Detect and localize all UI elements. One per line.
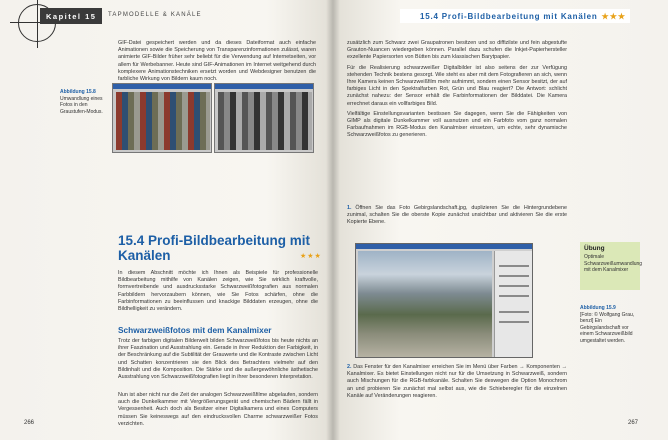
section-title: 15.4 Profi-Bildbearbeitung mit Kanälen [118, 233, 311, 263]
step-1 [347, 205, 567, 227]
closing-paragraph: Nun ist aber nicht nur die Zeit der analogen Schwarzweißfilme abgelaufen, sondern auch die Dunkelkammer mit Vergrößerungsgerät und chemischen Bädern fällt in Vergessenheit. Auch doch als Besitzer einer Digitalkamera und eines Computers müssen Sie keineswegs auf den eindrucksvollen Charme schwarzweißer Fotos verzichten. [118, 392, 318, 427]
step-1-text: Öffnen Sie das Foto Gebirgslandschaft.jpg, duplizieren Sie die Hintergrundebene zunimal, schalten Sie die oberste Kopie zunächst unsichtbar und aktivieren Sie die erste Kopierte Ebene. [347, 205, 567, 226]
right-header-title: 15.4 Profi-Bildbearbeitung mit Kanälen [420, 12, 598, 21]
figure-screenshots [62, 83, 317, 153]
right-paragraph-1: zusätzlich zum Schwarz zwei Graupatronen besitzen und so diffizilste und fein abgestufte Grauton-Nuancen wiedergeben können. Parallel dazu schufen die Inkjet-Papierhersteller exzellente Papiersorten von Bütten bis zum klassischen Barytpapier. [347, 40, 567, 61]
book-gutter [326, 0, 340, 440]
subsection-paragraph: Trotz der farbigen digitalen Bilderwelt bilden Schwarzweißfotos bis heute nichts an ihrer Faszination und Ausstrahlung ein. Gerade in ihrer Reduktion der Farbigkeit, in der Beschränkung auf die Subtilität der Grauwerte und die Kontraste zwischen Licht und Schatten konzentrieren sie den Blick des Betrachters vielmehr auf den Bildinhalt und die Komposition. Die Stärke und die außergewöhnliche ästhetische Ausstrahlung von Schwarzweißfotografien liegt in ihrer besonderen Interpretation. [118, 338, 318, 381]
chapter-title: TAPMODELLE & KANÄLE [108, 12, 202, 18]
practice-text: Optimale Schwarzweißumwandlung mit dem Kanalmixer [584, 254, 643, 273]
right-figure-label: Abbildung 15.9 [580, 305, 616, 311]
page-number-left: 266 [24, 420, 35, 426]
section-paragraph: In diesem Abschnitt möchte ich Ihnen als Beispiele für professionelle Bildbearbeitung mithilfe von Kanälen zeigen, wie Sie wirklich kraftvolle, formvertreibende und ausdrucksstarke Schwarzweißfotografien aus normalen Farbbildern hervorzaubern können, wie Sie Fotos schärfen, ohne die Farbinformationen zu beeinflussen und knackige Bilddaten erzeugen, ohne die Bildhelligkeit zu verändern. [118, 270, 318, 313]
right-paragraph-3: Vielfältige Einstellungsvarianten bestissen Sie dagegen, wenn Sie die Fähigkeiten von GIMP als digitale Dunkelkammer voll ausnutzen und ein Farbfoto vom ganz normalen Farbaufnahmen im RGB-Modus den Kanalmixer einsetzen, um echte, sehr dynamische Schwarzweißfotos zu generieren. [347, 110, 567, 139]
step-2-number: 2. [347, 364, 352, 370]
right-header-stars: ★★★ [601, 12, 627, 21]
mountain-photo [358, 251, 492, 357]
practice-box [580, 242, 643, 290]
figure-caption: Umwandlung eines Fotos in den Graustufen-Modus. [60, 95, 103, 115]
practice-title: Übung [584, 245, 605, 252]
grayscale-screenshot [214, 83, 314, 153]
figure-label: Abbildung 15.8 [60, 89, 96, 95]
layers-panel [494, 251, 532, 357]
right-figure-caption-block [580, 305, 642, 344]
right-main-text [347, 40, 567, 143]
gimp-screenshot [355, 243, 533, 358]
step-1-number: 1. [347, 205, 352, 211]
chapter-label: Kapitel 15 [40, 8, 102, 24]
intro-paragraph: GIF-Datei gespeichert werden und da dieses Dateiformat auch einfache Animationen sowie die Speicherung von Transparenzinformationen zulässt, waren animierte GIF-Bilder früher sehr beliebt für die Verwendung auf Internetseiten, vor allem für Werbebanner. Heute sind GIF-Animationen im Internet weitgehend durch komplexere Animationstechniken ersetzt worden und Webdesigner benutzen die farbliche Wirkung von Bildern kaum noch. [118, 40, 316, 83]
window-titlebar [356, 244, 532, 249]
subsection-title: Schwarzweißfotos mit dem Kanalmixer [118, 325, 272, 335]
right-running-header [420, 12, 626, 21]
right-paragraph-2: Für die Realisierung schwarzweißer Digitalbilder ist also seitens der zur Verfügung stehenden Technik bestens gesorgt. Wie steht es aber mit dem Fotografieren an sich, wenn Ihre Kamera keinen Schwarzweißfilm mehr aufnimmt, sondern einen Sensor besitzt, der auf farbiges Licht in den Spektralfarben Rot, Grün und Blau reagiert? Die Antwort: schlicht zunächst nahezu: der Sensor erhält die Farbinformationen der Bilddatei. Die Kamera errechnet daraus ein vollfarbiges Bild. [347, 64, 567, 107]
page-number-right: 267 [628, 420, 639, 426]
left-running-header [18, 8, 318, 26]
right-figure-caption: [Foto: © Wolfgang Grau, benzl] Ein Gebirgslandschaft vor einem Schwarzweißbild umgestaltet werden. [580, 311, 635, 344]
step-2 [347, 364, 567, 400]
difficulty-stars: ★★★ [300, 253, 322, 260]
left-page [0, 0, 333, 440]
color-screenshot [112, 83, 212, 153]
step-2-text: Das Fenster für den Kanalmixer erreichen Sie im Menü über Farben → Komponenten → Kanalmixer. Es bietet Einstellungen nicht nur für die Umsetzung in Schwarzweiß, sondern auch Mischungen für die RGB-farbkanäle. Schalten Sie deswegen die Option Monochrom an und probieren Sie zunächst mal selbst aus, wie die Schieberegler für die einzelnen Kanäle auf Veränderungen reagieren. [347, 364, 567, 399]
